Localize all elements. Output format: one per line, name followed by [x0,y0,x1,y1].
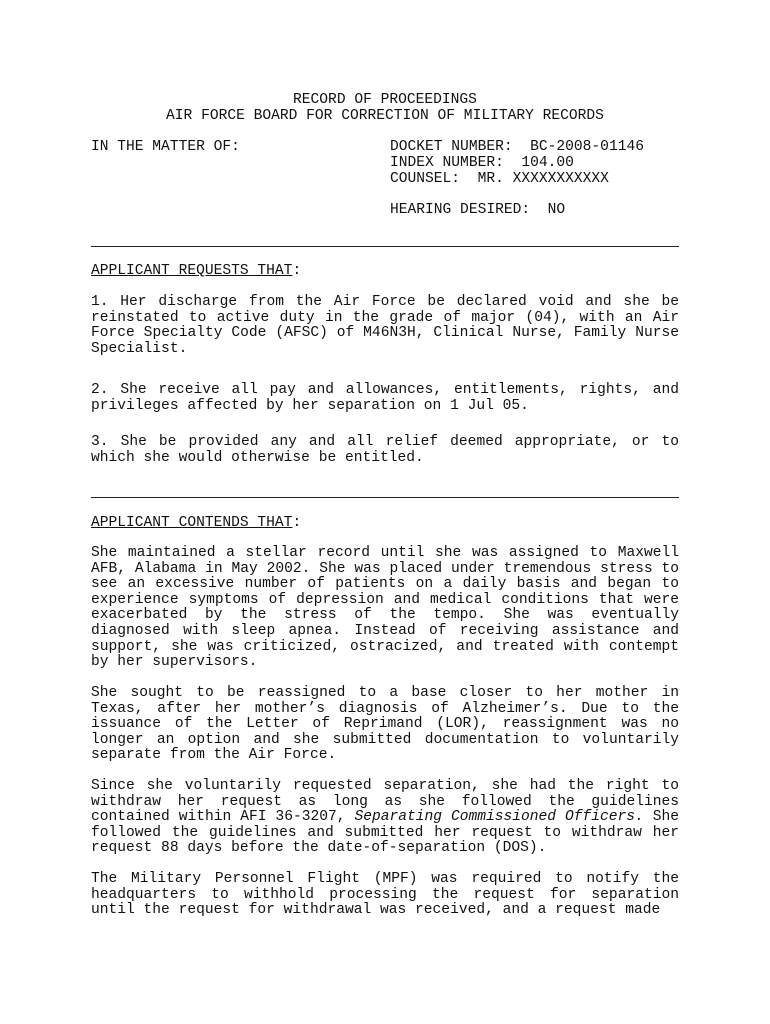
section-divider [91,246,679,247]
contends-paragraph-2: She sought to be reassigned to a base closer to her mother in Texas, after her mother’s diagnosis of Alzheimer’s. Due to the issuance of the Letter of Reprimand (LOR), reassignment was no longer an option and she submitted documentation to voluntarily separate from the Air Force. [91,685,679,764]
index-number: INDEX NUMBER: 104.00 [390,155,574,171]
contends-paragraph-4: The Military Personnel Flight (MPF) was required to notify the headquarters to withhold processing the request for separation until the request for withdrawal was received, and a request made [91,871,679,919]
counsel: COUNSEL: MR. XXXXXXXXXXX [390,171,609,187]
contends-paragraph-3 [91,779,679,857]
header-line-2: AIR FORCE BOARD FOR CORRECTION OF MILITARY RECORDS [166,108,604,124]
afi-title: Separating Commissioned Officers. [354,809,644,826]
paragraph-3-text-b: She followed the guidelines and submitted her request to withdraw her request 88 days before the date-of-separation (DOS). [91,809,680,857]
contends-heading-text: APPLICANT CONTENDS THAT [91,515,293,531]
contends-heading: APPLICANT CONTENDS THAT: [91,515,302,531]
header-line-1: RECORD OF PROCEEDINGS [293,92,477,108]
paragraph-3-text-a: Since she voluntarily requested separation, she had the right to withdraw her request as long as she followed the guidelines contained within AFI 36-3207, [91,778,679,826]
matter-label: IN THE MATTER OF: [91,139,240,155]
request-item-2: 2. She receive all pay and allowances, entitlements, rights, and privileges affected by her separation on 1 Jul 05. [91,382,679,414]
requests-heading: APPLICANT REQUESTS THAT: [91,263,302,279]
requests-heading-text: APPLICANT REQUESTS THAT [91,263,293,279]
request-item-1: 1. Her discharge from the Air Force be declared void and she be reinstated to active duty in the grade of major (04), with an Air Force Specialty Code (AFSC) of M46N3H, Clinical Nurse, Family Nurse Specialist. [91,294,679,357]
docket-number: DOCKET NUMBER: BC-2008-01146 [390,139,644,155]
hearing-desired: HEARING DESIRED: NO [390,202,566,218]
contends-paragraph-1: She maintained a stellar record until she was assigned to Maxwell AFB, Alabama in May 2002. She was placed under tremendous stress to see an excessive number of patients on a daily basis and began to experience symptoms of depression and medical conditions that were exacerbated by the stress of the tempo. She was eventually diagnosed with sleep apnea. Instead of receiving assistance and support, she was criticized, ostracized, and treated with contempt by her supervisors. [91,545,679,671]
request-item-3: 3. She be provided any and all relief deemed appropriate, or to which she would otherwise be entitled. [91,434,679,466]
section-divider-2 [91,497,679,498]
